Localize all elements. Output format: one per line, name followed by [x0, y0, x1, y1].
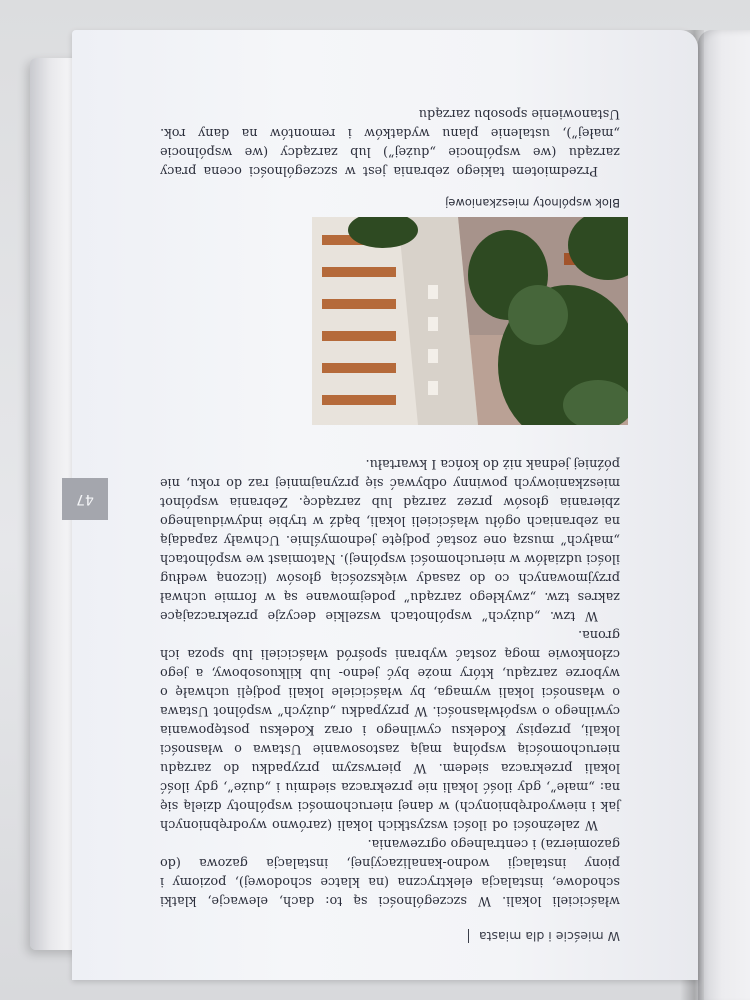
header-divider: [468, 930, 469, 944]
figure-caption: Blok wspólnoty mieszkaniowej: [445, 196, 620, 210]
paragraph-meeting: Przedmiotem takiego zebrania jest w szczególności ocena pracy zarządu (we wspólnocie „dużej”) lub zarządcy (we wspólnocie „małej”), ustalenie planu wydatków i remontów na dany rok. Ustanowienie sposobu zarządu: [160, 106, 620, 178]
paragraph-community-size: W zależności od ilości wszystkich lokali (zarówno wyodrębnionych jak i niewyodrębnionych) w danej nieruchomości wspólnoty dzielą się na: „małe”, gdy ilość lokali nie przekracza siedmiu i „duże”, gdy ilość lokali przekracza siedem. W pierwszym przypadku do zarządu nieruchomością wspólną mają zastosowanie Ustawa o własności lokali, przepisy Kodeksu cywilnego i oraz Kodeksu postępowania cywilnego o współwłasności. W przypadku „dużych” wspólnot Ustawa o własności lokali wymaga, by właściciele lokali podjęli uchwałę o wyborze zarządu, który może być jedno- lub kilkuosobowy, a jego członkowie mogą zostać wybrani spośród właścicieli lub spoza ich grona.: [160, 627, 620, 832]
paragraph-resolutions: W tzw. „dużych” wspólnotach wszelkie decyzje przekraczające zakres tzw. „zwykłego zarządu” podejmowane są w formie uchwał przyjmowanych co do zasady większością głosów (liczoną według ilości udziałów w nieruchomości wspólnej). Natomiast we wspólnotach „małych” muszą one zostać podjęte jednomyślnie. Uchwały zapadają na zebraniach ogółu właścicieli lokali, bądź w trybie indywidualnego zbierania głosów przez zarząd lub zarządcę. Zebrania wspólnot mieszkaniowych powinny odbywać się przynajmniej raz do roku, nie później jednak niż do końca I kwartału.: [160, 456, 620, 623]
page-number: 47: [76, 491, 94, 507]
body-text-bottom: [160, 104, 620, 180]
upside-down-page-content: [72, 30, 698, 980]
body-text-top: [160, 454, 620, 910]
running-header: [468, 929, 620, 944]
book-page: [72, 30, 698, 980]
apartment-block-illustration: [312, 217, 628, 425]
paragraph-continuation: właścicieli lokali. W szczególności są to: dach, elewacje, klatki schodowe, instalacja elektryczna (na klatce schodowej), poziomy i piony instalacji wodno-kanalizacyjnej, instalacja gazowa (do gazomierza) i centralnego ogrzewania.: [160, 836, 620, 908]
running-title: W mieście i dla miasta: [478, 929, 620, 944]
facing-page-edge: [698, 30, 750, 1000]
page-number-tab: [62, 478, 108, 520]
apartment-block-photo: [312, 217, 628, 425]
